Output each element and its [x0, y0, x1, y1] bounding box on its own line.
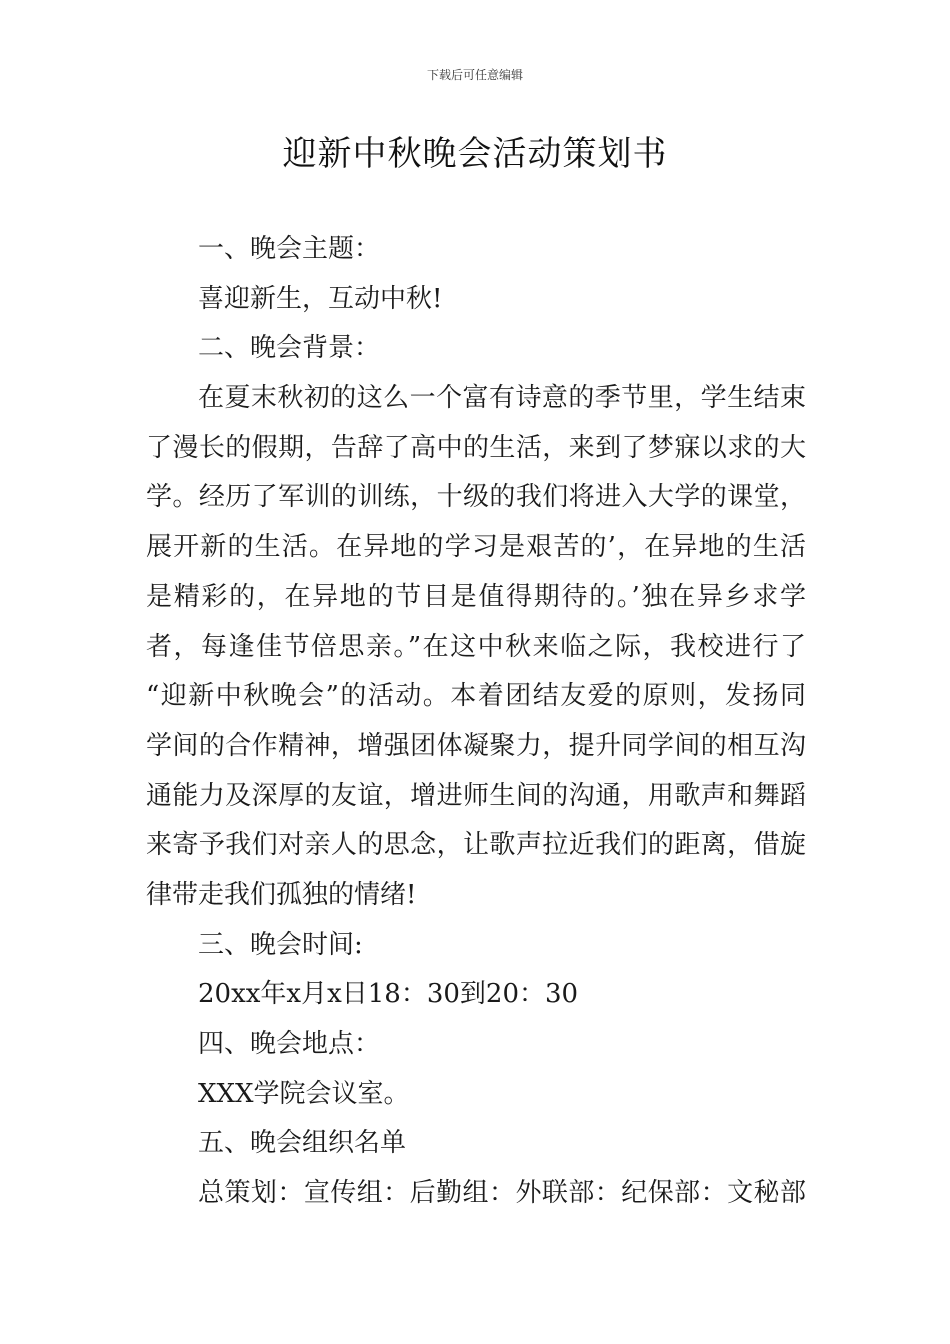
body-line: 五、晚会组织名单: [198, 1128, 407, 1159]
body-line: 20xx年x月x日18：30到20：30: [198, 979, 579, 1010]
body-line: 了漫长的假期，告辞了高中的生活，来到了梦寐以求的大: [146, 432, 806, 463]
body-line: 学间的合作精神，增强团体凝聚力，提升同学间的相互沟: [146, 730, 806, 761]
body-line: 律带走我们孤独的情绪!: [146, 879, 417, 910]
body-line: 在夏末秋初的这么一个富有诗意的季节里，学生结束: [198, 383, 806, 414]
header-note: 下载后可任意编辑: [426, 68, 523, 82]
body-line: 总策划：宣传组：后勤组：外联部：纪保部：文秘部: [198, 1178, 806, 1209]
body-line: 学。经历了军训的训练，十级的我们将进入大学的课堂，: [146, 482, 806, 513]
body-line: “迎新中秋晚会”的活动。本着团结友爱的原则，发扬同: [146, 681, 806, 712]
document-title: 迎新中秋晚会活动策划书: [282, 134, 668, 174]
document-body: [146, 225, 806, 1219]
body-line: 展开新的生活。在异地的学习是艰苦的’，在异地的生活: [146, 532, 806, 563]
body-line: 三、晚会时间:: [198, 929, 363, 960]
body-line: 一、晚会主题：: [198, 234, 381, 264]
body-line: 二、晚会背景：: [198, 333, 381, 364]
body-line: 者，每逢佳节倍思亲。”在这中秋来临之际，我校进行了: [146, 631, 806, 662]
body-line: 通能力及深厚的友谊，增进师生间的沟通，用歌声和舞蹈: [146, 780, 806, 811]
body-line: 来寄予我们对亲人的思念，让歌声拉近我们的距离，借旋: [146, 830, 806, 861]
body-line: 喜迎新生，互动中秋!: [198, 283, 443, 314]
body-line: 四、晚会地点：: [198, 1029, 381, 1059]
body-line: XXX学院会议室。: [198, 1078, 410, 1109]
body-line: 是精彩的，在异地的节目是值得期待的。’独在异乡求学: [146, 581, 806, 612]
